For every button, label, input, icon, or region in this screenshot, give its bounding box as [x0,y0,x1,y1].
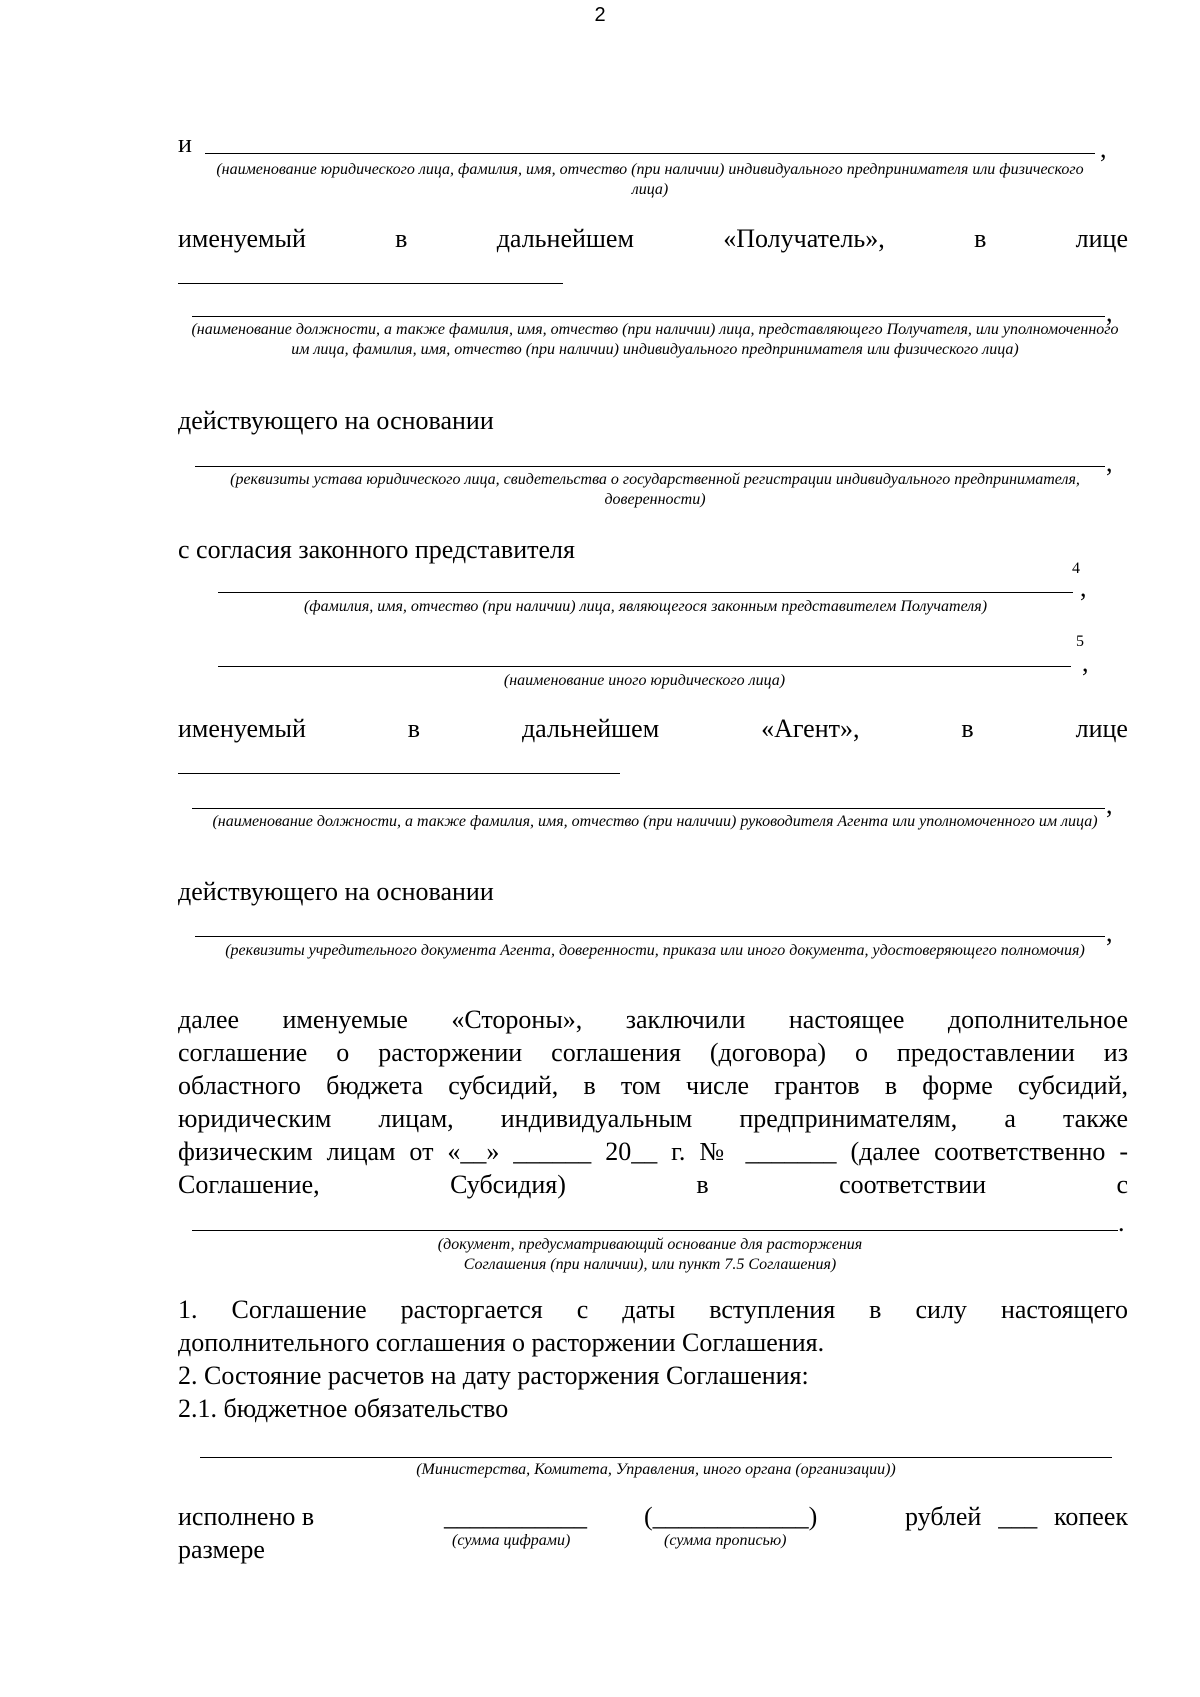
other-entity-caption: (наименование иного юридического лица) [503,672,786,689]
named-word: в [974,224,987,253]
named-word: лице [1075,224,1128,253]
agent-rep-short-line[interactable] [178,773,620,774]
basis2-caption: (реквизиты учредительного документа Агента, доверенности, приказа или иного документа, удостоверяющего полномочия) [225,942,1085,959]
amount-figures-caption: (сумма цифрами) [452,1532,571,1549]
page-number: 2 [594,4,606,26]
paragraph-word: Соглашение, [178,1170,320,1199]
basis1-label: действующего на основании [178,406,494,435]
paragraph-line: соглашение о расторжении соглашения (договора) о предоставлении из [178,1038,1128,1067]
paragraph-line [178,1168,1128,1201]
clause-1-line: 1. Соглашение расторгается с даты вступления в силу настоящего [178,1295,1128,1324]
named-word: именуемый [178,224,306,253]
party-comma: , [1100,134,1107,163]
paragraph-word: соответствии [839,1170,986,1199]
named-word: в [395,224,408,253]
paragraph-word: с [1116,1170,1128,1199]
named-word: в [407,714,421,743]
clause-2: 2. Состояние расчетов на дату расторжения Соглашения: [178,1361,809,1390]
consent-comma: , [1080,573,1087,602]
rep1-comma: , [1106,298,1113,327]
footnote-4: 4 [1072,560,1080,577]
amount-figures-field[interactable]: ___________ [444,1502,587,1531]
rep2-comma: , [1106,790,1113,819]
clause-2-1: 2.1. бюджетное обязательство [178,1394,509,1423]
paragraph-line: физическим лицам от «__» ______ 20__ г. № _______ (далее соответственно - [178,1137,1128,1166]
other-entity-line[interactable] [218,666,1071,667]
named-row-agent [178,712,1128,745]
named-word: именуемый [178,714,306,743]
paragraph-word: в [696,1170,709,1199]
named-word: лице [1075,714,1128,743]
caption-line: (документ, предусматривающий основание для расторжения [437,1236,863,1253]
paragraph-end-period: . [1118,1208,1125,1237]
rubles-kopecks: рублей ___ копеек [905,1502,1128,1531]
basis2-line[interactable] [195,936,1105,937]
consent-line[interactable] [218,592,1073,593]
party-prefix: и [178,129,192,158]
amount-label-line: размере [178,1535,265,1564]
named-word: «Получатель», [723,224,885,253]
paragraph-word: Субсидия) [450,1170,566,1199]
termination-basis-line[interactable] [192,1230,1118,1231]
basis2-comma: , [1106,918,1113,947]
party-caption: (наименование юридического лица, фамилия, имя, отчество (при наличии) индивидуального предпринимателя или физического лица) [216,161,1084,198]
clauses [178,1293,1128,1425]
other-entity-comma: , [1082,648,1089,677]
ministry-line[interactable] [200,1457,1112,1458]
basis1-caption: (реквизиты устава юридического лица, свидетельства о государственной регистрации индивидуального предпринимателя, доверенности) [230,471,1080,508]
named-row-recipient [178,222,1128,255]
consent-label: с согласия законного представителя [178,535,575,564]
named-word: в [961,714,974,743]
recipient-rep-line[interactable] [192,316,1105,317]
rep2-caption: (наименование должности, а также фамилия, имя, отчество (при наличии) руководителя Агента или уполномоченного им лица) [212,813,1098,830]
basis1-line[interactable] [195,466,1105,467]
basis2-label: действующего на основании [178,877,494,906]
termination-basis-caption [300,1235,1000,1275]
amount-label-line: исполнено в [178,1502,315,1531]
consent-caption: (фамилия, имя, отчество (при наличии) лица, являющегося законным представителем Получателя) [303,598,988,615]
ministry-caption: (Министерства, Комитета, Управления, иного органа (организации)) [416,1461,896,1478]
basis1-comma: , [1106,448,1113,477]
clause-1-line: дополнительного соглашения о расторжении Соглашения. [178,1328,825,1357]
paragraph-line: областного бюджета субсидий, в том числе грантов в форме субсидий, [178,1071,1128,1100]
amount-label [178,1500,314,1566]
footnote-5: 5 [1076,633,1084,650]
main-paragraph [178,1003,1128,1201]
paragraph-line: далее именуемые «Стороны», заключили настоящее дополнительное [178,1005,1128,1034]
named-word: дальнейшем [521,714,660,743]
paragraph-line: юридическим лицам, индивидуальным предпринимателям, а также [178,1104,1128,1133]
rep1-caption: (наименование должности, а также фамилия, имя, отчество (при наличии) лица, представляющего Получателя, или уполномоченного им лица, фамилия, имя, отчество (при наличии) индивидуального предпринимателя или физического лица) [191,321,1119,358]
party-name-line[interactable] [205,153,1095,154]
agent-rep-line[interactable] [192,808,1105,809]
named-word: «Агент», [761,714,860,743]
named-word: дальнейшем [496,224,634,253]
caption-line: Соглашения (при наличии), или пункт 7.5 Соглашения) [463,1256,837,1273]
amount-words-field[interactable]: (____________) [644,1502,818,1531]
amount-words-caption: (сумма прописью) [664,1532,787,1549]
recipient-rep-short-line[interactable] [178,283,563,284]
